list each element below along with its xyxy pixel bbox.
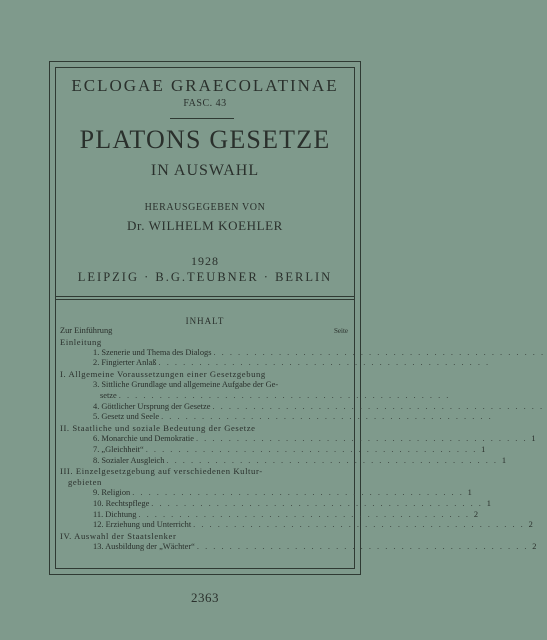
toc-entry [60,390,451,402]
toc-entry-page: 2 [528,520,533,530]
editor-label: HERAUSGEGEBEN VON [144,202,266,213]
toc-entry [60,412,493,423]
toc-leader-dots: . . . . . . . . . . . . . . . . . . . . . . . . . . . . . . . . . . . . . . . . . [138,509,471,519]
toc-entry-page: 1 [531,433,536,443]
toc-leader-dots: . . . . . . . . . . . . . . . . . . . . . . . . . . . . . . . . . . . . . . . . . [132,487,464,497]
toc-leader-dots: . . . . . . . . . . . . . . . . . . . . . . . . . . . . . . . . . . . . . . . . . [161,412,493,422]
toc-entry [60,455,506,467]
toc-entry-label: Einleitung [60,336,102,347]
toc-entry [60,498,491,510]
toc-title: INHALT [185,316,225,326]
toc-entry [60,509,479,521]
toc-entry [60,433,536,445]
toc-leader-dots: . . . . . . . . . . . . . . . . . . . . . . . . . . . . . . . . . . . . . . . . . [118,390,451,400]
toc-entry-label: 8. Sozialer Ausgleich [93,455,165,465]
toc-leader-dots: . . . . . . . . . . . . . . . . . . . . . . . . . . . . . . . . . . . . . . . . . [166,455,498,465]
toc-entry [60,423,348,434]
toc-leader-dots: . . . . . . . . . . . . . . . . . . . . . . . . . . . . . . . . . . . . . . . . . [213,347,546,357]
toc-entry-page: 1 [501,455,506,465]
series-title: ECLOGAE GRAECOLATINAE [71,76,339,95]
toc-leader-dots: . . . . . . . . . . . . . . . . . . . . . . . . . . . . . . . . . . . . . . . . . [193,520,525,530]
toc-entry-page: 2 [532,541,537,551]
toc-entry-label: 7. „Gleichheit“ [93,444,144,454]
toc-leader-dots: . . . . . . . . . . . . . . . . . . . . . . . . . . . . . . . . . . . . . . . . . [212,401,545,411]
toc-entry-label: 4. Göttlicher Ursprung der Gesetze [93,401,211,411]
section-divider-2 [55,299,355,300]
catalog-number: 2363 [191,590,219,605]
toc-entry-label: IV. Auswahl der Staatslenker [60,531,177,542]
toc-entry-label: II. Staatliche und soziale Bedeutung der Gesetze [60,423,256,434]
section-divider [55,296,355,297]
toc-leader-dots: . . . . . . . . . . . . . . . . . . . . . . . . . . . . . . . . . . . . . . . . . [145,444,478,454]
toc-entry-label: 11. Dichtung [93,509,137,519]
toc-entry-page: 1 [481,444,486,454]
toc-entry-page: 1 [486,498,491,508]
toc-leader-dots: . . . . . . . . . . . . . . . . . . . . . . . . . . . . . . . . . . . . . . . . . [195,433,528,443]
toc-page-header: Seite [334,327,348,335]
book-subtitle: IN AUSWAHL [150,162,260,179]
toc-entry [60,337,348,348]
editor-name: Dr. WILHELM KOEHLER [127,218,283,233]
toc-entry-label: Zur Einführung [60,326,113,335]
toc-entry-label: III. Einzelgesetzgebung auf verschiedenen Kultur- [60,466,263,477]
toc-entry-label: 1. Szenerie und Thema des Dialogs [93,347,212,357]
toc-entry-page: 2 [473,509,479,519]
fascicle-number: FASC. 43 [183,98,227,109]
toc-leader-dots: . . . . . . . . . . . . . . . . . . . . . . . . . . . . . . . . . . . . . . . . . [151,498,483,508]
toc-entry-label: setze [100,390,117,400]
toc-entry [60,326,348,337]
toc-entry-label: 10. Rechtspflege [93,498,150,508]
toc-entry [60,358,491,369]
toc-leader-dots: . . . . . . . . . . . . . . . . . . . . . . . . . . . . . . . . . . . . . . . . . [158,358,491,368]
toc-entry-label: 6. Monarchie und Demokratie [93,433,194,443]
table-of-contents [60,326,546,553]
toc-entry [60,520,533,531]
publisher-imprint: LEIPZIG · B.G.TEUBNER · BERLIN [77,270,333,284]
toc-entry [60,444,486,456]
toc-entry [60,401,545,413]
toc-entry-label: gebieten [68,477,102,488]
toc-entry-label: 13. Ausbildung der „Wächter“ [93,541,195,551]
toc-entry-label: 9. Religion [93,487,131,497]
toc-entry-page: 1 [467,487,472,497]
toc-leader-dots: . . . . . . . . . . . . . . . . . . . . . . . . . . . . . . . . . . . . . . . . . [196,541,529,551]
toc-entry [60,541,537,553]
divider [170,118,234,119]
toc-entry [60,487,472,499]
toc-entry [60,466,348,477]
toc-entry [60,347,546,359]
toc-entry-label: 12. Erziehung und Unterricht [93,520,192,530]
toc-entry [60,369,348,380]
toc-entry-label: 2. Fingierter Anlaß [93,358,157,368]
toc-entry [60,477,348,488]
publication-year: 1928 [191,254,219,268]
toc-entry-label: 5. Gesetz und Seele [93,412,160,422]
book-title: PLATONS GESETZE [79,125,331,154]
toc-entry-label: 3. Sittliche Grundlage und allgemeine Aufgabe der Ge- [93,379,279,389]
toc-entry [60,380,348,391]
toc-entry-label: I. Allgemeine Voraussetzungen einer Gesetzgebung [60,369,266,380]
toc-entry [60,531,348,542]
